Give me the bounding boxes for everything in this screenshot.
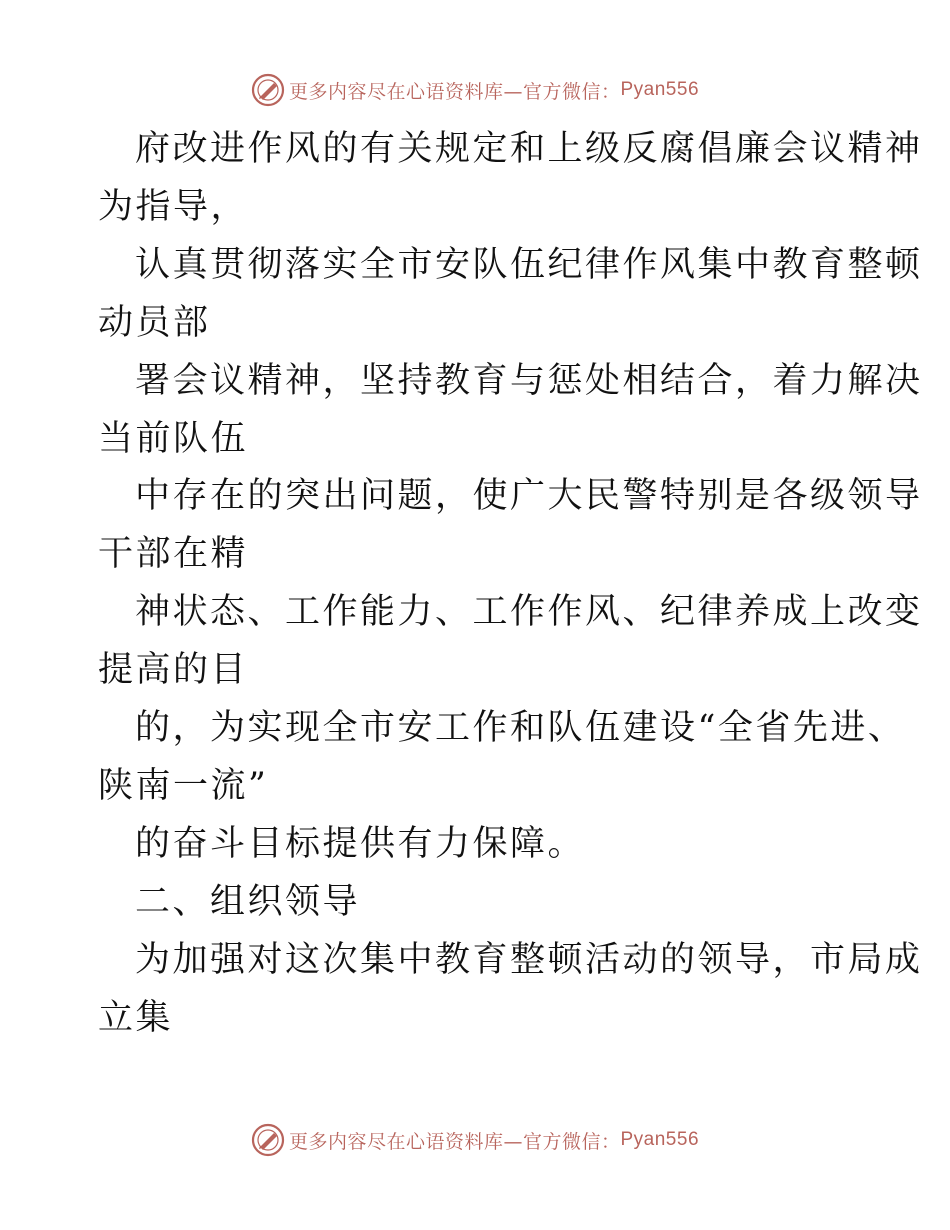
stamp-logo-icon [251,73,285,107]
text-line: 立集 [98,997,174,1038]
text-line: 的，为实现全市安工作和队伍建设“全省先进、 [135,708,906,749]
wechat-id: Pyan556 [620,1129,700,1150]
text-line: 神状态、工作能力、工作作风、纪律养成上改变 [135,592,923,633]
section-heading: 二、组织领导 [135,881,361,922]
text-line: 的奋斗目标提供有力保障。 [135,823,586,864]
text-line: 府改进作风的有关规定和上级反腐倡廉会议精神 [135,129,923,169]
text-line: 提高的目 [98,650,249,691]
banner-text: 更多内容尽在心语资料库—官方微信： [288,80,621,103]
text-line: 为指导， [98,186,249,227]
header-banner [0,70,950,110]
text-line: 中存在的突出问题，使广大民警特别是各级领导 [135,476,923,517]
text-line: 当前队伍 [98,418,249,459]
text-line: 认真贯彻落实全市安队伍纪律作风集中教育整顿 [135,244,923,285]
text-line: 署会议精神，坚持教育与惩处相结合，着力解决 [135,360,923,401]
text-line: 干部在精 [98,534,249,575]
stamp-logo-icon [251,1123,285,1157]
footer-banner [0,1120,950,1160]
text-line: 动员部 [98,302,211,343]
text-line: 为加强对这次集中教育整顿活动的领导，市局成 [135,939,923,980]
document-body [98,121,923,1048]
text-line: 陕南一流” [98,765,269,806]
banner-text: 更多内容尽在心语资料库—官方微信： [288,1130,621,1153]
wechat-id: Pyan556 [620,79,700,100]
